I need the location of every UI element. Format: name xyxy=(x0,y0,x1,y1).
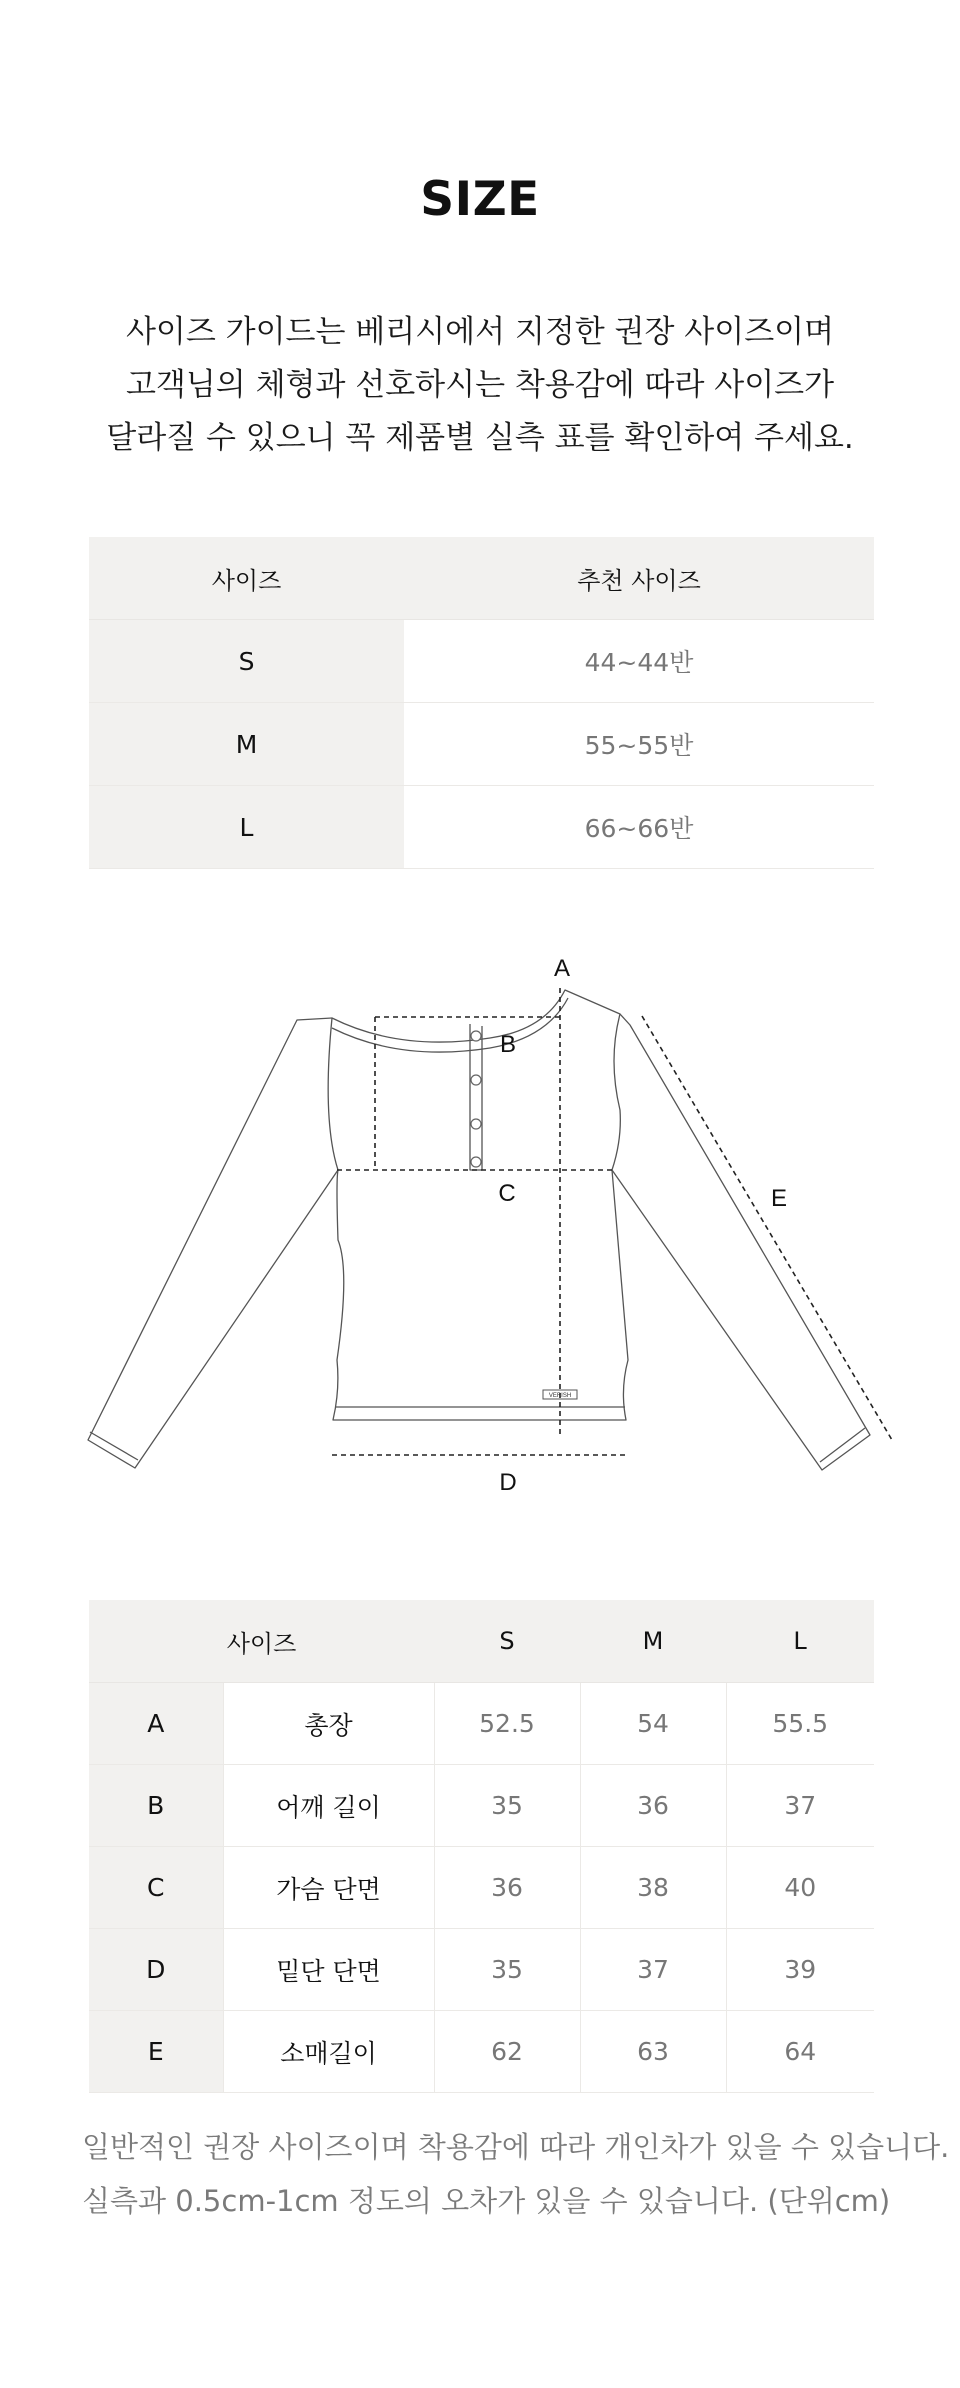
size-cell: L xyxy=(89,786,404,869)
right-sleeve xyxy=(612,1014,870,1470)
table-row xyxy=(89,786,874,869)
placket xyxy=(470,1024,482,1170)
measure-value-s: 62 xyxy=(434,2011,580,2093)
table-header-row xyxy=(89,1600,874,1683)
measure-name: 밑단 단면 xyxy=(223,1929,434,2011)
measure-code: E xyxy=(89,2011,223,2093)
table-row xyxy=(89,1683,874,1765)
measure-code: C xyxy=(89,1847,223,1929)
neck-seam xyxy=(332,998,568,1052)
measure-value-s: 36 xyxy=(434,1847,580,1929)
measure-value-l: 39 xyxy=(726,1929,874,2011)
intro-line: 사이즈 가이드는 베리시에서 지정한 권장 사이즈이며 xyxy=(125,314,835,350)
table-row xyxy=(89,2011,874,2093)
table-row xyxy=(89,620,874,703)
header-s: S xyxy=(434,1600,580,1683)
button-icon xyxy=(471,1157,481,1167)
note-line: 일반적인 권장 사이즈이며 착용감에 따라 개인차가 있을 수 있습니다. xyxy=(82,2130,950,2164)
intro-line: 고객님의 체형과 선호하시는 착용감에 따라 사이즈가 xyxy=(125,367,835,403)
measure-code: A xyxy=(89,1683,223,1765)
page-title: SIZE xyxy=(420,172,540,227)
size-cell: M xyxy=(89,703,404,786)
recommend-size-table xyxy=(89,537,874,869)
header-size: 사이즈 xyxy=(89,537,404,620)
notes xyxy=(82,2120,950,2228)
measurement-table xyxy=(89,1600,874,2093)
garment-outline xyxy=(328,990,628,1420)
table-header-row xyxy=(89,537,874,620)
measure-value-s: 52.5 xyxy=(434,1683,580,1765)
label-a: A xyxy=(553,955,571,982)
header-size: 사이즈 xyxy=(89,1600,434,1683)
measure-value-m: 37 xyxy=(580,1929,726,2011)
button-icon xyxy=(471,1119,481,1129)
measure-value-m: 54 xyxy=(580,1683,726,1765)
measure-name: 가슴 단면 xyxy=(223,1847,434,1929)
header-m: M xyxy=(580,1600,726,1683)
measure-value-l: 37 xyxy=(726,1765,874,1847)
header-recommend-size: 추천 사이즈 xyxy=(404,537,874,620)
measure-value-s: 35 xyxy=(434,1765,580,1847)
label-b: B xyxy=(499,1031,517,1058)
table-row xyxy=(89,1847,874,1929)
right-cuff xyxy=(820,1428,865,1462)
size-cell: S xyxy=(89,620,404,703)
measure-value-s: 35 xyxy=(434,1929,580,2011)
measure-value-l: 40 xyxy=(726,1847,874,1929)
recommend-cell: 66~66반 xyxy=(404,786,874,869)
note-line: 실측과 0.5cm-1cm 정도의 오차가 있을 수 있습니다. (단위cm) xyxy=(82,2184,891,2218)
measure-line-e xyxy=(642,1016,892,1440)
button-icon xyxy=(471,1031,481,1041)
measure-value-l: 55.5 xyxy=(726,1683,874,1765)
measure-value-m: 36 xyxy=(580,1765,726,1847)
label-tag-text: VERISH xyxy=(548,1393,572,1399)
table-row xyxy=(89,1765,874,1847)
table-row xyxy=(89,703,874,786)
measure-name: 총장 xyxy=(223,1683,434,1765)
measure-code: D xyxy=(89,1929,223,2011)
label-d: D xyxy=(499,1469,517,1496)
measure-name: 어깨 길이 xyxy=(223,1765,434,1847)
recommend-cell: 55~55반 xyxy=(404,703,874,786)
measure-value-m: 38 xyxy=(580,1847,726,1929)
header-l: L xyxy=(726,1600,874,1683)
button-icon xyxy=(471,1075,481,1085)
label-e: E xyxy=(770,1185,788,1212)
label-c: C xyxy=(498,1180,516,1207)
measure-code: B xyxy=(89,1765,223,1847)
left-sleeve xyxy=(88,1018,338,1468)
table-row xyxy=(89,1929,874,2011)
garment-diagram xyxy=(60,920,900,1510)
measure-value-m: 63 xyxy=(580,2011,726,2093)
measure-value-l: 64 xyxy=(726,2011,874,2093)
intro-text xyxy=(0,306,960,465)
measure-name: 소매길이 xyxy=(223,2011,434,2093)
intro-line: 달라질 수 있으니 꼭 제품별 실측 표를 확인하여 주세요. xyxy=(106,420,854,456)
recommend-cell: 44~44반 xyxy=(404,620,874,703)
